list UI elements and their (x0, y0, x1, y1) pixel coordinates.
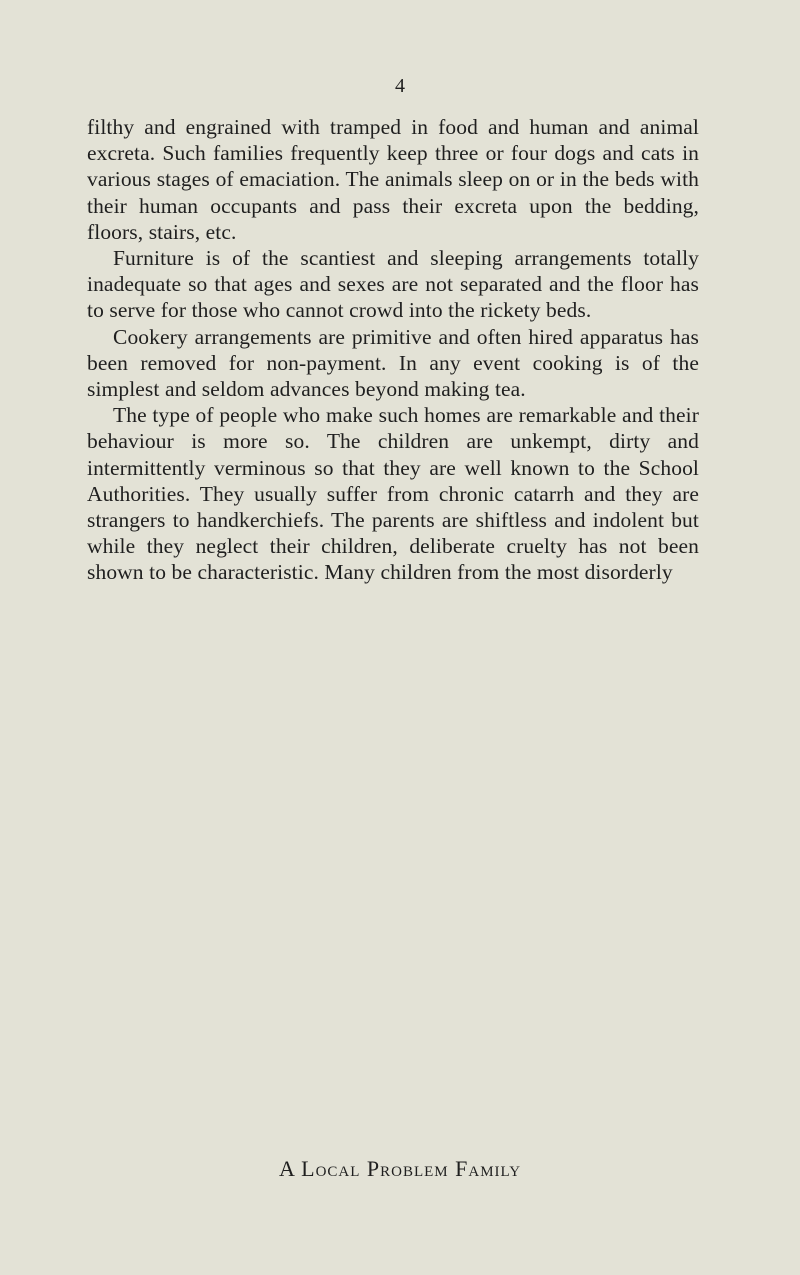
figure-caption: A Local Problem Family (278, 1156, 522, 1181)
paragraph-3: Cookery arrangements are primitive and often hired apparatus has been removed for non-payment. In any event cooking is of the simplest and seldom advances beyond making tea. (87, 324, 699, 402)
paragraph-2: Furniture is of the scantiest and sleeping arrangements totally inadequate so that ages and sexes are not separated and the floor has to serve for those who cannot crowd into the rickety beds. (87, 246, 699, 323)
paragraph-4: The type of people who make such homes are remarkable and their behaviour is more so. The children are unkempt, dirty and intermittently verminous so that they are well known to the School Authorities. They usually suffer from chronic catarrh and they are strangers to handkerchiefs. The parents are shiftless and indolent but while they neglect their children, deliberate cruelty has not been shown to be characteristic. Many children from the most disorderly (87, 403, 699, 585)
body-text (87, 114, 699, 586)
paragraph-1: filthy and engrained with tramped in food and human and animal excreta. Such families frequently keep three or four dogs and cats in various stages of emaciation. The animals sleep on or in the beds with their human occupants and pass their excreta upon the bedding, floors, stairs, etc. (87, 115, 699, 244)
page-number: 4 (395, 75, 405, 97)
